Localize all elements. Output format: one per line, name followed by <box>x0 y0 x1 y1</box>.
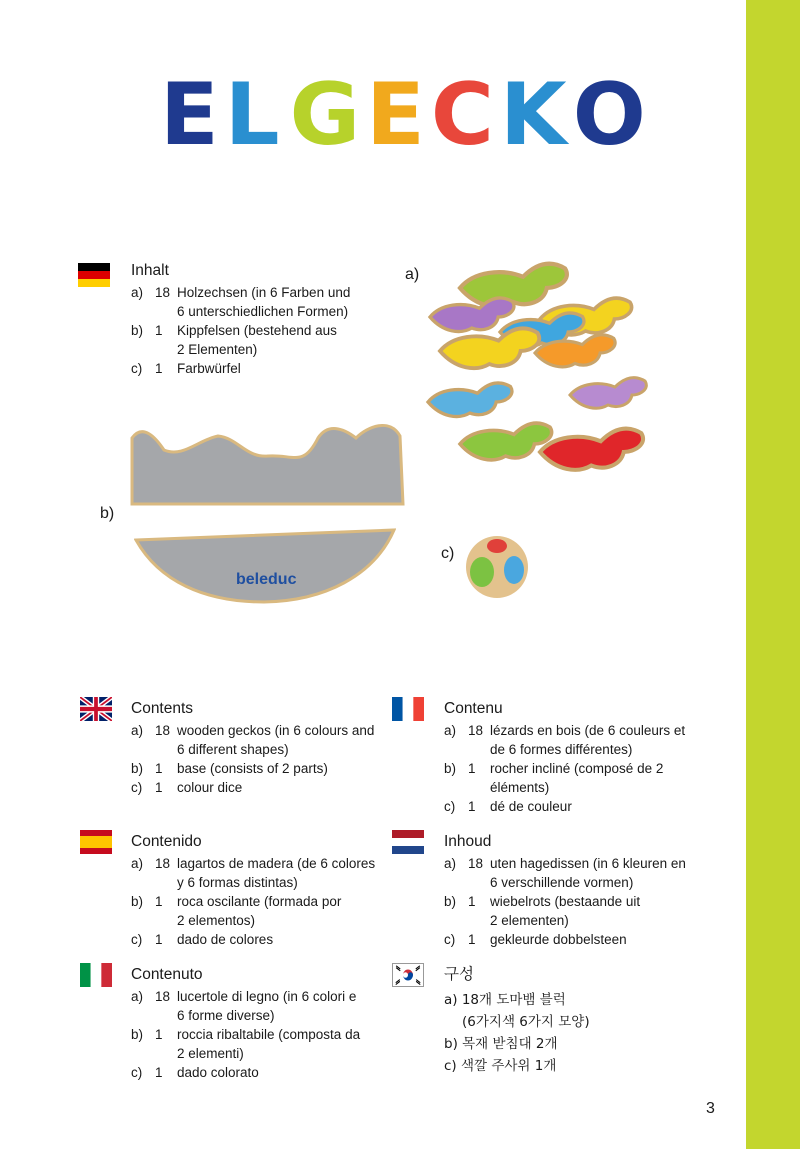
image-label-c: c) <box>441 545 455 562</box>
netherlands-flag-icon <box>392 830 424 854</box>
title-letter: O <box>572 65 648 165</box>
uk-flag-icon <box>80 697 112 721</box>
contents-es <box>131 831 391 949</box>
item-text: roca oscilante (formada por <box>177 894 342 909</box>
item-text: base (consists of 2 parts) <box>177 761 328 776</box>
item-letter: b) <box>131 1027 144 1042</box>
item-text: dé de couleur <box>490 799 572 814</box>
list-item: c) 색깔 주사위 1개 <box>444 1058 557 1074</box>
item-qty: 1 <box>155 780 163 795</box>
rock-base-image <box>134 526 396 604</box>
list-item <box>131 778 391 797</box>
title-letter: L <box>224 65 282 165</box>
item-text: Kippfelsen (bestehend aus <box>177 323 337 338</box>
item-text: lézards en bois (de 6 couleurs et <box>490 723 686 738</box>
item-text: 6 different shapes) <box>177 742 289 757</box>
item-text: 2 elementos) <box>177 913 256 928</box>
item-text: éléments) <box>490 780 550 795</box>
list-item: b) 목재 받침대 2개 <box>444 1036 558 1052</box>
italy-flag-icon <box>80 963 112 987</box>
item-text: rocher incliné (composé de 2 <box>490 761 664 776</box>
color-dice-image <box>464 534 530 600</box>
list-item <box>131 892 391 930</box>
item-qty: 18 <box>155 856 171 871</box>
item-qty: 1 <box>468 894 476 909</box>
section-heading: 구성 <box>444 965 474 983</box>
list-item <box>131 283 371 321</box>
item-letter: a) <box>131 856 144 871</box>
item-text: 2 elementi) <box>177 1046 244 1061</box>
item-qty: 1 <box>155 323 163 338</box>
item-letter: a) <box>131 285 144 300</box>
list-item <box>444 797 714 816</box>
item-letter: c) <box>131 361 143 376</box>
item-text: lucertole di legno (in 6 colori e <box>177 989 357 1004</box>
item-text: 6 forme diverse) <box>177 1008 275 1023</box>
section-heading: Inhalt <box>131 262 169 279</box>
section-heading: Contenu <box>444 700 503 717</box>
list-item <box>444 930 714 949</box>
item-text: Holzechsen (in 6 Farben und <box>177 285 351 300</box>
item-text: roccia ribaltabile (composta da <box>177 1027 361 1042</box>
list-item <box>131 759 391 778</box>
item-qty: 1 <box>155 1027 163 1042</box>
list-item <box>444 721 714 759</box>
list-item: a) 18개 도마뱀 블럭 <box>444 992 566 1008</box>
item-letter: c) <box>131 1065 143 1080</box>
item-letter: c) <box>444 799 456 814</box>
item-letter: a) <box>444 856 457 871</box>
section-heading: Inhoud <box>444 833 492 850</box>
item-text: 6 verschillende vormen) <box>490 875 634 890</box>
contents-en <box>131 698 391 797</box>
item-text: 2 elementen) <box>490 913 569 928</box>
contents-it <box>131 964 391 1082</box>
item-text: wooden geckos (in 6 colours and <box>177 723 375 738</box>
item-letter: a) <box>131 723 144 738</box>
item-text: colour dice <box>177 780 243 795</box>
item-letter: c) <box>444 932 456 947</box>
list-item <box>444 892 714 930</box>
list-item <box>131 321 371 359</box>
item-qty: 1 <box>468 799 476 814</box>
item-qty: 18 <box>468 723 484 738</box>
list-item <box>131 359 371 378</box>
item-qty: 1 <box>155 761 163 776</box>
rock-top-image <box>128 418 406 508</box>
image-label-a: a) <box>405 266 420 283</box>
item-text: lagartos de madera (de 6 colores <box>177 856 376 871</box>
france-flag-icon <box>392 697 424 721</box>
item-letter: a) <box>444 723 457 738</box>
item-qty: 18 <box>155 285 171 300</box>
beleduc-logo: beleduc <box>236 571 297 588</box>
item-qty: 1 <box>468 932 476 947</box>
item-letter: c) <box>131 780 143 795</box>
item-text: de 6 formes différentes) <box>490 742 633 757</box>
section-heading: Contenuto <box>131 966 203 983</box>
item-text: gekleurde dobbelsteen <box>490 932 627 947</box>
item-text: Farbwürfel <box>177 361 241 376</box>
contents-ko <box>444 962 714 1077</box>
list-item: (6가지색 6가지 모양) <box>462 1014 590 1030</box>
item-qty: 18 <box>155 723 171 738</box>
item-text: y 6 formas distintas) <box>177 875 298 890</box>
item-letter: b) <box>444 894 457 909</box>
korea-flag-icon <box>392 963 424 987</box>
item-text: 2 Elementen) <box>177 342 258 357</box>
item-qty: 18 <box>468 856 484 871</box>
list-item <box>131 930 391 949</box>
contents-de <box>131 260 371 378</box>
title-letter: C <box>430 65 497 165</box>
item-text: dado colorato <box>177 1065 259 1080</box>
item-text: wiebelrots (bestaande uit <box>490 894 641 909</box>
page-title <box>160 65 648 165</box>
item-qty: 18 <box>155 989 171 1004</box>
item-text: dado de colores <box>177 932 274 947</box>
title-letter: E <box>160 65 221 165</box>
title-letter: G <box>289 65 363 165</box>
item-letter: b) <box>131 761 144 776</box>
list-item <box>131 721 391 759</box>
contents-nl <box>444 831 714 949</box>
item-text: 6 unterschiedlichen Formen) <box>177 304 349 319</box>
item-qty: 1 <box>155 932 163 947</box>
wooden-geckos-image <box>420 240 660 490</box>
item-letter: b) <box>444 761 457 776</box>
germany-flag-icon <box>78 263 110 287</box>
sidebar-stripe <box>746 0 800 1149</box>
item-letter: a) <box>131 989 144 1004</box>
title-letter: E <box>366 65 427 165</box>
spain-flag-icon <box>80 830 112 854</box>
title-letter: K <box>500 65 569 165</box>
item-qty: 1 <box>155 894 163 909</box>
list-item <box>131 854 391 892</box>
item-qty: 1 <box>155 1065 163 1080</box>
list-item <box>131 987 391 1025</box>
item-text: uten hagedissen (in 6 kleuren en <box>490 856 686 871</box>
section-heading: Contents <box>131 700 194 717</box>
item-qty: 1 <box>468 761 476 776</box>
list-item <box>444 759 714 797</box>
item-letter: c) <box>131 932 143 947</box>
item-letter: b) <box>131 894 144 909</box>
list-item <box>444 854 714 892</box>
page-number: 3 <box>706 1100 715 1117</box>
list-item <box>131 1025 391 1063</box>
image-label-b: b) <box>100 505 115 522</box>
list-item <box>131 1063 391 1082</box>
item-letter: b) <box>131 323 144 338</box>
item-qty: 1 <box>155 361 163 376</box>
contents-fr <box>444 698 714 816</box>
section-heading: Contenido <box>131 833 202 850</box>
